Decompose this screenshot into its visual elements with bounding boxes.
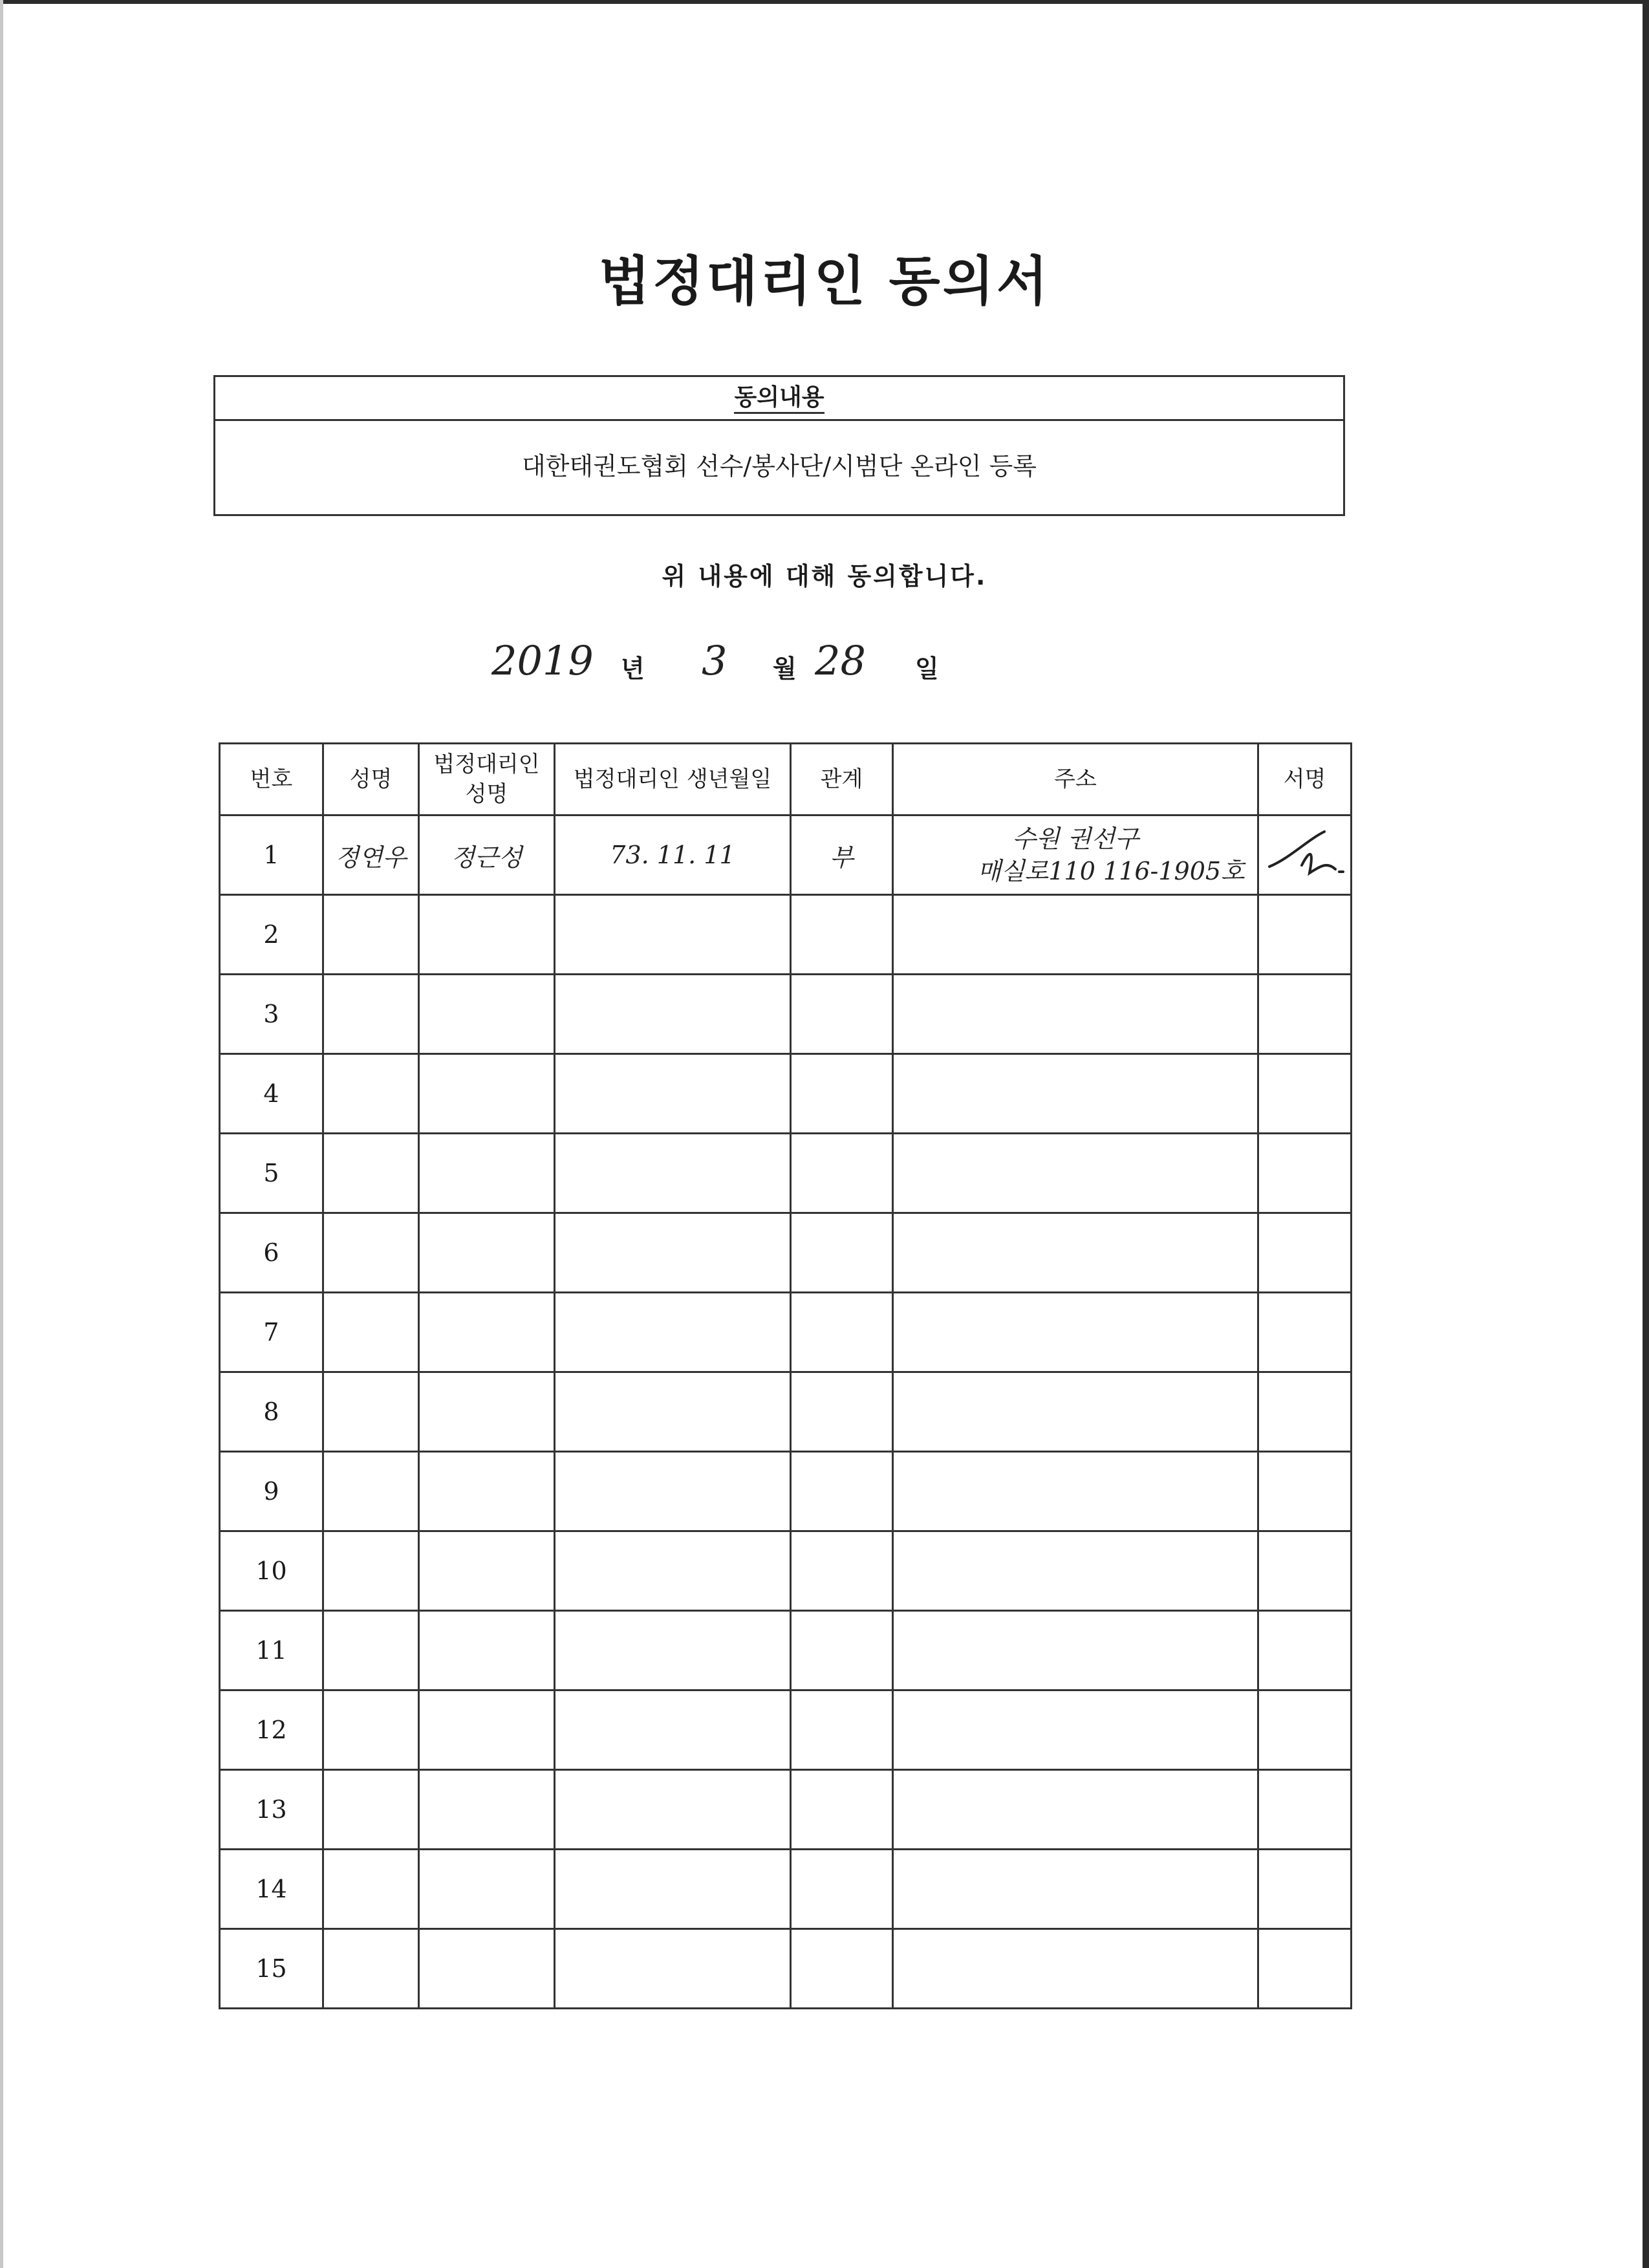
row-address-line2: 매실로110 116-1905호: [977, 857, 1245, 885]
header-relation: 관계: [791, 744, 893, 815]
table-row: [220, 1929, 1352, 2009]
row-no: 13: [220, 1770, 323, 1850]
table-header-row: [220, 744, 1352, 815]
row-no: 1: [220, 815, 323, 895]
table-row: [220, 1213, 1352, 1293]
header-guardian-birth: 법정대리인 생년월일: [555, 744, 791, 815]
row-guardian-name: 정근성: [419, 815, 555, 895]
row-no: 15: [220, 1929, 323, 2009]
row-no: 11: [220, 1611, 323, 1690]
table-row: [220, 1611, 1352, 1690]
table-row: [220, 1134, 1352, 1213]
scan-edge-right: [1643, 0, 1649, 2268]
row-relation: 부: [791, 815, 893, 895]
table-row: [220, 1531, 1352, 1611]
header-address: 주소: [893, 744, 1258, 815]
consent-box: [213, 375, 1345, 516]
date-month: 3: [702, 637, 727, 684]
agreement-statement: 위 내용에 대해 동의합니다.: [662, 562, 987, 590]
row-name: 정연우: [323, 815, 419, 895]
table-row: [220, 1770, 1352, 1850]
header-no: 번호: [220, 744, 323, 815]
date-day-label: 일: [915, 654, 939, 683]
row-no: 12: [220, 1690, 323, 1770]
row-address: [893, 815, 1258, 895]
scan-edge-left: [0, 0, 3, 2268]
row-no: 4: [220, 1054, 323, 1134]
row-no: 10: [220, 1531, 323, 1611]
table-row: [220, 1452, 1352, 1531]
row-no: 14: [220, 1850, 323, 1929]
row-no: 9: [220, 1452, 323, 1531]
row-no: 8: [220, 1372, 323, 1452]
date-row: [479, 631, 1190, 702]
row-signature: [1258, 815, 1352, 895]
consent-content: 대한태권도협회 선수/봉사단/시범단 온라인 등록: [521, 452, 1037, 481]
row-guardian-birth: 73. 11. 11: [555, 815, 791, 895]
table-row: [220, 1690, 1352, 1770]
document-title: 법정대리인 동의서: [598, 251, 1051, 312]
table-row: [220, 1054, 1352, 1134]
row-no: 3: [220, 975, 323, 1054]
signature-scribble: [1263, 826, 1347, 878]
guardian-table: [219, 742, 1352, 2009]
header-guardian-name: 법정대리인 성명: [419, 744, 555, 815]
row-address-line1: 수원 권선구: [1012, 825, 1139, 853]
date-year-label: 년: [621, 654, 645, 683]
header-name: 성명: [323, 744, 419, 815]
row-no: 7: [220, 1293, 323, 1372]
date-year: 2019: [491, 637, 594, 684]
consent-heading: 동의내용: [215, 377, 1343, 421]
table-row: [220, 815, 1352, 895]
table-row: [220, 1372, 1352, 1452]
table-row: [220, 1850, 1352, 1929]
date-day: 28: [815, 637, 866, 684]
table-row: [220, 1293, 1352, 1372]
date-month-label: 월: [773, 654, 797, 683]
row-no: 6: [220, 1213, 323, 1293]
table-row: [220, 895, 1352, 975]
row-no: 2: [220, 895, 323, 975]
table-row: [220, 975, 1352, 1054]
header-signature: 서명: [1258, 744, 1352, 815]
scan-edge-top: [0, 0, 1649, 4]
row-no: 5: [220, 1134, 323, 1213]
